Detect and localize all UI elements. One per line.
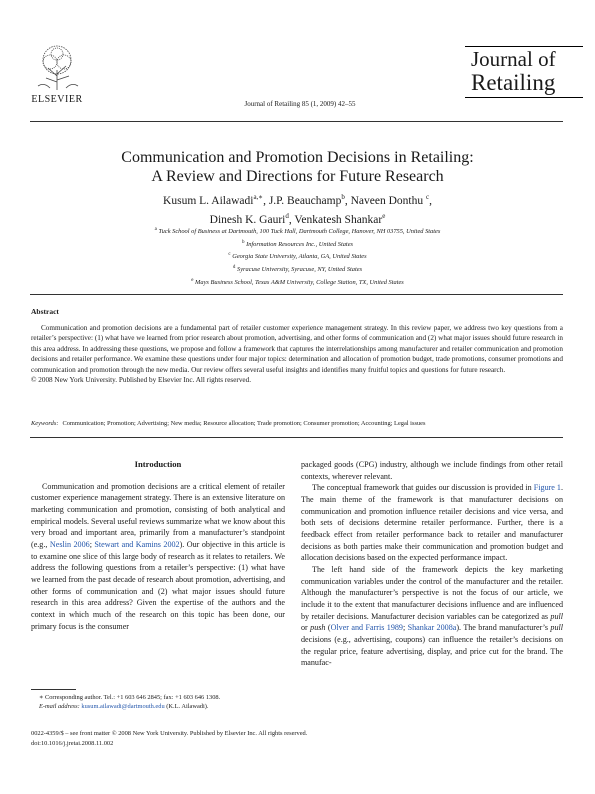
article-title <box>60 148 535 186</box>
paragraph <box>301 564 563 669</box>
affiliation-item <box>70 250 525 263</box>
author-name: J.P. Beauchamp <box>268 194 342 207</box>
paragraph <box>301 482 563 564</box>
paragraph-text: Communication and promotion decisions are a critical element of retailer customer experience management strategy. There is an extensive literature on marketing communication and promotion, consisting of both analytical and empirical models. Several useful reviews summarize what we know about this very broad and important area, primarily from a manufacturer’s standpoint (e.g., <box>31 481 285 549</box>
affiliation-text: Mays Business School, Texas A&M University, College Station, TX, United States <box>195 278 404 286</box>
affiliations <box>70 225 525 288</box>
email-label: E-mail address: <box>39 703 80 710</box>
abstract-copyright: © 2008 New York University. Published by Elsevier Inc. All rights reserved. <box>31 376 251 385</box>
elsevier-tree-logo <box>32 42 82 92</box>
abstract-top-divider <box>30 294 563 295</box>
affiliation-item <box>70 263 525 276</box>
doi-line: doi:10.1016/j.jretai.2008.11.002 <box>31 739 114 747</box>
front-matter-info <box>31 729 481 748</box>
journal-citation: Journal of Retailing 85 (1, 2009) 42–55 <box>244 100 356 108</box>
paragraph-text: The left hand side of the framework depicts the key marketing communication variables under the control of the manufacturer and the retailer. Although the manufacturer’s perspective is not the focus of our article, we include it to the extent that manufacturer decisions influence and are influenced by retailer decisions. Manufacturer decision variables can be categorized as <box>301 564 563 621</box>
citation-link[interactable]: Shankar 2008a <box>407 623 457 633</box>
citation-link[interactable]: Stewart and Kamins 2002 <box>94 539 180 549</box>
affiliation-text: Tuck School of Business at Dartmouth, 100 Tuck Hall, Dartmouth College, Hanover, NH 03755, United States <box>158 228 441 236</box>
body-left-column <box>31 459 285 632</box>
publisher-name: ELSEVIER <box>31 94 83 105</box>
author-separator: , <box>288 213 295 226</box>
paragraph: packaged goods (CPG) industry, although we include findings from other retail contexts, wherever relevant. <box>301 460 563 481</box>
author-name: Venkatesh Shankar <box>294 213 383 226</box>
abstract-heading: Abstract <box>31 307 59 316</box>
author-name: Dinesh K. Gauri <box>209 213 286 226</box>
affiliation-item <box>70 276 525 289</box>
emphasis: push <box>310 623 326 633</box>
author-affil-mark: b <box>341 193 345 201</box>
affiliation-item <box>70 225 525 238</box>
author-affil-mark: e <box>382 211 386 220</box>
author-affil-mark: d <box>285 211 289 220</box>
paragraph-text: The conceptual framework that guides our discussion is provided in <box>312 483 532 493</box>
affiliation-text: Syracuse University, Syracuse, NY, United States <box>237 266 363 273</box>
footnote <box>31 693 291 711</box>
header-divider <box>30 121 563 122</box>
title-line-1: Communication and Promotion Decisions in Retailing: <box>121 149 474 166</box>
title-line-2: A Review and Directions for Future Research <box>151 168 444 185</box>
affiliation-mark: c <box>228 252 231 258</box>
author-separator: , <box>263 194 269 207</box>
abstract-text: Communication and promotion decisions are a fundamental part of retailer customer experience management strategy. In this review paper, we address two key questions from a retailer’s perspective: (1) what have we learned from prior research about promotion, advertising, and other forms of communication and (2) what major issues should future research in this area address. In addressing these questions, we propose and follow a framework that captures the interrelationships among manufacturer and retailer communication and promotion decisions and retailer performance. We examine these questions under four major topics: determination and allocation of promotion budget, trade promotions, consumer promotions and communication and promotion through the new media. Our review offers several useful insights and identifies many fruitful topics and questions for future research. <box>31 324 563 374</box>
abstract-body <box>31 323 563 385</box>
email-note <box>31 702 291 711</box>
author-separator: , <box>429 194 432 207</box>
paragraph-text: ; <box>402 623 406 633</box>
journal-logo-line1: Journal of <box>471 47 556 71</box>
email-tail: (K.L. Ailawadi). <box>166 703 209 710</box>
author-name: Kusum L. Ailawadi <box>163 194 254 207</box>
author-name: Naveen Donthu <box>350 194 424 207</box>
author-affil-mark: a,∗ <box>253 193 264 201</box>
affiliation-text: Georgia State University, Atlanta, GA, United States <box>232 253 367 261</box>
keywords-list: Communication; Promotion; Advertising; New media; Resource allocation; Trade promotion; Consumer promotion; Accounting; Legal issues <box>62 420 426 427</box>
paragraph: Communication and promotion decisions are a critical element of retailer customer experience management strategy. There is an extensive literature on marketing communication and promotion, consisting of both analytical and empirical models. Several useful reviews summarize what we know about this very broad and important area, primarily from a manufacturer’s standpoint (e.g., Neslin 2006; Stewart and Kamins 2002). Our objective in this article is to examine one slice of this large body of research as it relates to retailers. We address the following questions from a retailer’s perspective: (1) what have we learned from the past decade of research about promotion, advertising, and other forms of communication and (2) what major issues should future research in this area address? Given the expertise of the authors and the context in which much of the research on this topic has been done, our primary focus is the consumer <box>31 481 285 631</box>
citation-link[interactable]: Neslin 2006 <box>49 539 90 549</box>
emphasis: pull <box>550 623 563 633</box>
affiliation-mark: a <box>154 227 157 232</box>
abstract-bottom-divider <box>30 437 563 438</box>
paragraph-text: or <box>301 623 308 633</box>
affiliation-mark: b <box>241 239 245 245</box>
paragraph-text: ). Our objective in this article is to examine one slice of this large body of research as it relates to retailers. We address the following questions from a retailer’s perspective: (1) what have we learned from the past decade of research about promotion, advertising, and other forms of communication and (2) what major issues should future research in this area address? Given the expertise of the authors and the context in which much of the research on this topic has been done, our primary focus is the consumer <box>31 539 285 631</box>
corresponding-author-note: ∗ Corresponding author. Tel.: +1 603 646 2845; fax: +1 603 646 1308. <box>39 694 221 701</box>
email-link[interactable]: kusum.ailawadi@dartmouth.edu <box>81 703 165 710</box>
section-heading-introduction: Introduction <box>134 459 182 469</box>
paragraph-text: ). The brand manufacturer’s <box>456 623 548 633</box>
paragraph-text: . The main theme of the framework is that manufacturer decisions on communication and promotion influence retailer decisions and vice versa, and both sets of decisions determine retailer performance. Further, there is a feedback effect from retailer performance back to retailer and manufacturer decisions as both parties make their communication and promotion budget and allocation decisions based on the expected performance impact. <box>301 483 564 563</box>
affiliation-mark: d <box>232 264 236 270</box>
issn-line: 0022-4359/$ – see front matter © 2008 New York University. Published by Elsevier Inc. All rights reserved. <box>31 730 308 737</box>
keywords <box>31 420 563 427</box>
paragraph-text: decisions (e.g., advertising, coupons) can influence the retailer’s decisions on the regular price, feature advertising, display, and price cut for the brand. The manufac- <box>301 634 563 668</box>
footnote-divider <box>31 689 76 690</box>
author-line-1 <box>80 190 515 209</box>
keywords-label: Keywords: <box>31 420 59 427</box>
author-affil-mark: c <box>425 193 430 201</box>
affiliation-item <box>70 238 525 251</box>
affiliation-text: Information Resources Inc., United States <box>246 240 354 248</box>
body-right-column <box>301 459 563 669</box>
citation-link[interactable]: Olver and Farris 1989 <box>330 623 403 633</box>
author-separator: , <box>344 194 351 207</box>
journal-logo <box>465 46 583 98</box>
figure-link[interactable]: Figure 1 <box>533 483 561 493</box>
emphasis: pull <box>550 611 563 621</box>
journal-logo-line2: Retailing <box>471 70 556 95</box>
paragraph-text: ( <box>327 623 331 633</box>
affiliation-mark: e <box>191 277 194 283</box>
author-list <box>80 190 515 228</box>
